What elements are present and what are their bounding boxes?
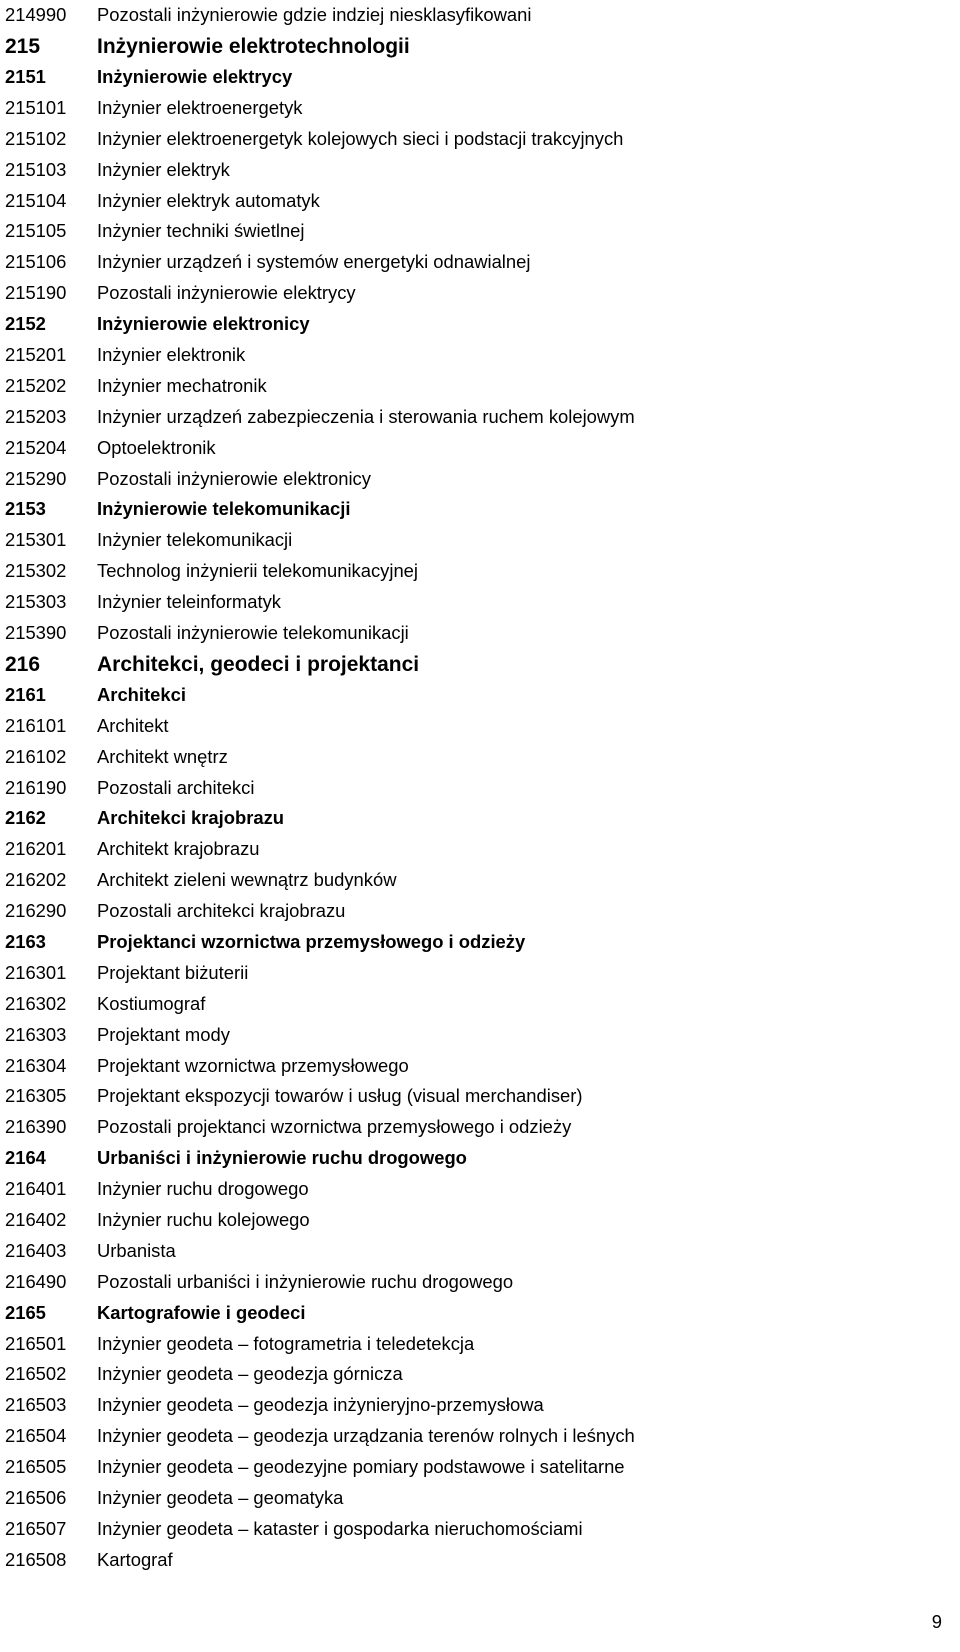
occupation-row: [5, 1514, 935, 1545]
row-code: 2151: [5, 66, 46, 88]
row-code: 2165: [5, 1301, 46, 1323]
row-code: 216201: [5, 838, 67, 860]
row-code: 215302: [5, 560, 67, 582]
occupation-row: [5, 834, 935, 865]
row-label: Inżynier geodeta – geodezyjne pomiary podstawowe i satelitarne: [97, 1456, 625, 1478]
row-code: 216501: [5, 1332, 67, 1354]
row-label: Inżynier urządzeń i systemów energetyki odnawialnej: [97, 251, 531, 273]
row-label: Inżynier elektronik: [97, 344, 246, 366]
row-code: 216403: [5, 1239, 67, 1261]
unit-group-row: [5, 494, 935, 525]
row-label: Projektant wzornictwa przemysłowego: [97, 1054, 409, 1076]
row-code: 216101: [5, 714, 67, 736]
row-code: 216502: [5, 1363, 67, 1385]
row-code: 215: [5, 34, 41, 58]
row-label: Inżynier elektroenergetyk kolejowych sieci i podstacji trakcyjnych: [97, 127, 624, 149]
occupation-row: [5, 1081, 935, 1112]
row-code: 215390: [5, 622, 67, 644]
occupation-row: [5, 1019, 935, 1050]
occupation-row: [5, 1359, 935, 1390]
row-label: Inżynierowie elektronicy: [97, 313, 310, 335]
unit-group-row: [5, 803, 935, 834]
occupation-row: [5, 741, 935, 772]
occupation-row: [5, 1174, 935, 1205]
row-code: 216402: [5, 1208, 67, 1230]
row-label: Inżynier mechatronik: [97, 374, 267, 396]
row-label: Pozostali projektanci wzornictwa przemysłowego i odzieży: [97, 1116, 572, 1138]
occupation-row: [5, 525, 935, 556]
row-label: Projektant mody: [97, 1023, 230, 1045]
classification-list: [5, 0, 935, 1575]
row-code: 216202: [5, 869, 67, 891]
row-label: Urbaniści i inżynierowie ruchu drogowego: [97, 1147, 467, 1169]
row-code: 215204: [5, 436, 67, 458]
row-label: Projektant ekspozycji towarów i usług (visual merchandiser): [97, 1085, 583, 1107]
occupation-row: [5, 1205, 935, 1236]
row-code: 215203: [5, 405, 67, 427]
row-label: Kartografowie i geodeci: [97, 1301, 306, 1323]
row-label: Inżynier elektryk automatyk: [97, 189, 320, 211]
row-label: Pozostali architekci: [97, 776, 255, 798]
row-label: Inżynier techniki świetlnej: [97, 220, 305, 242]
row-code: 216507: [5, 1517, 67, 1539]
unit-group-row: [5, 1297, 935, 1328]
row-code: 215105: [5, 220, 67, 242]
row-label: Inżynier urządzeń zabezpieczenia i sterowania ruchem kolejowym: [97, 405, 635, 427]
row-label: Inżynierowie telekomunikacji: [97, 498, 351, 520]
row-code: 215201: [5, 344, 67, 366]
row-code: 216: [5, 652, 41, 676]
row-label: Inżynier elektryk: [97, 158, 230, 180]
occupation-row: [5, 278, 935, 309]
row-code: 216506: [5, 1486, 67, 1508]
row-label: Inżynier elektroenergetyk: [97, 96, 303, 118]
occupation-row: [5, 587, 935, 618]
occupation-row: [5, 772, 935, 803]
row-label: Pozostali architekci krajobrazu: [97, 900, 346, 922]
row-code: 216290: [5, 900, 67, 922]
row-label: Architekt: [97, 714, 169, 736]
row-code: 215102: [5, 127, 67, 149]
row-label: Inżynier geodeta – geodezja inżynieryjno-przemysłowa: [97, 1394, 544, 1416]
row-code: 215101: [5, 96, 67, 118]
occupation-row: [5, 989, 935, 1020]
row-label: Kartograf: [97, 1548, 173, 1570]
occupation-row: [5, 865, 935, 896]
occupation-row: [5, 185, 935, 216]
row-label: Pozostali inżynierowie elektrycy: [97, 282, 356, 304]
minor-group-row: [5, 31, 935, 62]
minor-group-row: [5, 649, 935, 680]
row-code: 216508: [5, 1548, 67, 1570]
occupation-row: [5, 432, 935, 463]
row-label: Optoelektronik: [97, 436, 216, 458]
occupation-row: [5, 154, 935, 185]
unit-group-row: [5, 309, 935, 340]
row-label: Pozostali inżynierowie elektronicy: [97, 467, 371, 489]
row-code: 216401: [5, 1178, 67, 1200]
row-code: 215190: [5, 282, 67, 304]
row-label: Technolog inżynierii telekomunikacyjnej: [97, 560, 418, 582]
row-code: 216102: [5, 745, 67, 767]
occupation-row: [5, 247, 935, 278]
occupation-row: [5, 1483, 935, 1514]
occupation-row: [5, 1112, 935, 1143]
unit-group-row: [5, 1143, 935, 1174]
row-label: Projektant biżuterii: [97, 961, 249, 983]
row-label: Pozostali inżynierowie telekomunikacji: [97, 622, 409, 644]
row-label: Architekt krajobrazu: [97, 838, 260, 860]
row-label: Pozostali urbaniści i inżynierowie ruchu drogowego: [97, 1270, 514, 1292]
row-label: Inżynier geodeta – fotogrametria i teledetekcja: [97, 1332, 475, 1354]
row-code: 215301: [5, 529, 67, 551]
row-label: Architekci: [97, 683, 186, 705]
row-code: 216503: [5, 1394, 67, 1416]
row-code: 2163: [5, 930, 46, 952]
row-code: 216190: [5, 776, 67, 798]
row-label: Inżynier telekomunikacji: [97, 529, 293, 551]
occupation-row: [5, 618, 935, 649]
row-label: Inżynier teleinformatyk: [97, 591, 281, 613]
row-code: 2162: [5, 807, 46, 829]
occupation-row: [5, 93, 935, 124]
row-code: 216305: [5, 1085, 67, 1107]
row-code: 2152: [5, 313, 46, 335]
occupation-row: [5, 1452, 935, 1483]
row-code: 215104: [5, 189, 67, 211]
unit-group-row: [5, 62, 935, 93]
occupation-row: [5, 124, 935, 155]
occupation-row: [5, 216, 935, 247]
row-code: 216390: [5, 1116, 67, 1138]
occupation-row: [5, 556, 935, 587]
row-code: 216504: [5, 1425, 67, 1447]
row-code: 216505: [5, 1456, 67, 1478]
occupation-row: [5, 710, 935, 741]
occupation-row: [5, 371, 935, 402]
row-label: Inżynier geodeta – geodezja urządzania terenów rolnych i leśnych: [97, 1425, 635, 1447]
row-label: Kostiumograf: [97, 992, 206, 1014]
row-label: Inżynier geodeta – kataster i gospodarka nieruchomościami: [97, 1517, 583, 1539]
row-code: 216303: [5, 1023, 67, 1045]
unit-group-row: [5, 927, 935, 958]
occupation-row: [5, 1390, 935, 1421]
row-code: 215106: [5, 251, 67, 273]
occupation-row: [5, 896, 935, 927]
occupation-row: [5, 1421, 935, 1452]
unit-group-row: [5, 680, 935, 711]
row-code: 216301: [5, 961, 67, 983]
row-code: 2161: [5, 683, 46, 705]
occupation-row: [5, 402, 935, 433]
occupation-row: [5, 340, 935, 371]
row-code: 216302: [5, 992, 67, 1014]
row-label: Architekci krajobrazu: [97, 807, 285, 829]
row-label: Pozostali inżynierowie gdzie indziej niesklasyfikowani: [97, 4, 532, 26]
occupation-row: [5, 1050, 935, 1081]
row-label: Urbanista: [97, 1239, 176, 1261]
row-label: Inżynier ruchu drogowego: [97, 1178, 309, 1200]
row-code: 2153: [5, 498, 46, 520]
row-label: Inżynier geodeta – geomatyka: [97, 1486, 344, 1508]
row-code: 215290: [5, 467, 67, 489]
row-code: 215303: [5, 591, 67, 613]
row-code: 215103: [5, 158, 67, 180]
occupation-row: [5, 1328, 935, 1359]
occupation-row: [5, 958, 935, 989]
occupation-row: [5, 1545, 935, 1576]
row-label: Projektanci wzornictwa przemysłowego i odzieży: [97, 930, 526, 952]
row-label: Inżynier geodeta – geodezja górnicza: [97, 1363, 403, 1385]
row-label: Architekt wnętrz: [97, 745, 228, 767]
row-label: Architekci, geodeci i projektanci: [97, 652, 420, 676]
row-code: 215202: [5, 374, 67, 396]
occupation-row: [5, 1236, 935, 1267]
row-label: Inżynierowie elektrotechnologii: [97, 34, 410, 58]
row-code: 2164: [5, 1147, 46, 1169]
row-label: Architekt zieleni wewnątrz budynków: [97, 869, 397, 891]
row-code: 216490: [5, 1270, 67, 1292]
occupation-row: [5, 0, 935, 31]
row-label: Inżynierowie elektrycy: [97, 66, 293, 88]
row-code: 214990: [5, 4, 67, 26]
row-code: 216304: [5, 1054, 67, 1076]
occupation-row: [5, 1267, 935, 1298]
occupation-row: [5, 463, 935, 494]
page-number: 9: [931, 1611, 942, 1632]
row-label: Inżynier ruchu kolejowego: [97, 1208, 310, 1230]
